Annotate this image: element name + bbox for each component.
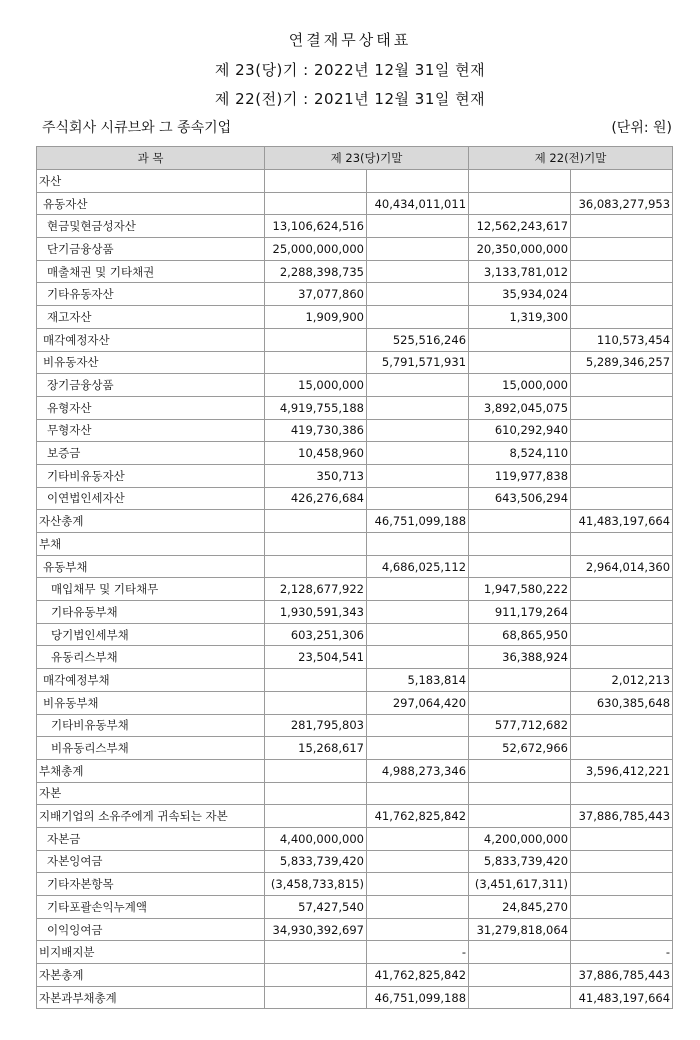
row-value-c1: 37,077,860 <box>265 283 367 306</box>
row-value-p2 <box>571 578 673 601</box>
row-value-c1: 603,251,306 <box>265 623 367 646</box>
row-value-c2 <box>367 170 469 193</box>
row-value-p1 <box>469 986 571 1009</box>
row-label: 기타비유동자산 <box>37 464 265 487</box>
row-value-p2 <box>571 601 673 624</box>
balance-sheet-table <box>36 146 673 1009</box>
row-value-c2: 297,064,420 <box>367 691 469 714</box>
table-row <box>37 464 673 487</box>
table-row <box>37 873 673 896</box>
row-value-c2 <box>367 283 469 306</box>
row-value-c2 <box>367 238 469 261</box>
row-value-p1: 12,562,243,617 <box>469 215 571 238</box>
row-value-p2: 41,483,197,664 <box>571 986 673 1009</box>
row-label: 자본 <box>37 782 265 805</box>
row-value-p2 <box>571 374 673 397</box>
table-row <box>37 533 673 556</box>
row-value-c2 <box>367 306 469 329</box>
row-value-c1: 2,288,398,735 <box>265 260 367 283</box>
row-value-p2 <box>571 260 673 283</box>
row-value-p2: - <box>571 941 673 964</box>
column-header-prior: 제 22(전)기말 <box>469 147 673 170</box>
table-row <box>37 510 673 533</box>
row-label: 부채총계 <box>37 759 265 782</box>
row-value-p1 <box>469 351 571 374</box>
row-value-c2: 41,762,825,842 <box>367 805 469 828</box>
row-value-c1: 15,268,617 <box>265 737 367 760</box>
row-value-c2 <box>367 918 469 941</box>
row-value-p1: (3,451,617,311) <box>469 873 571 896</box>
table-row <box>37 759 673 782</box>
table-row <box>37 896 673 919</box>
table-row <box>37 396 673 419</box>
table-row <box>37 805 673 828</box>
row-value-c1: 34,930,392,697 <box>265 918 367 941</box>
row-value-p2 <box>571 170 673 193</box>
row-value-p2 <box>571 215 673 238</box>
row-value-p1 <box>469 555 571 578</box>
row-value-c2 <box>367 260 469 283</box>
row-value-p2 <box>571 918 673 941</box>
row-value-p1 <box>469 964 571 987</box>
row-label: 무형자산 <box>37 419 265 442</box>
row-value-p1 <box>469 782 571 805</box>
row-label: 기타유동자산 <box>37 283 265 306</box>
row-value-c1: (3,458,733,815) <box>265 873 367 896</box>
row-value-c2 <box>367 714 469 737</box>
table-row <box>37 351 673 374</box>
row-value-p1 <box>469 192 571 215</box>
row-value-c2 <box>367 601 469 624</box>
row-value-p2 <box>571 714 673 737</box>
row-label: 유동부채 <box>37 555 265 578</box>
table-row <box>37 306 673 329</box>
row-value-c2 <box>367 896 469 919</box>
row-value-p2: 41,483,197,664 <box>571 510 673 533</box>
row-value-p2: 3,596,412,221 <box>571 759 673 782</box>
table-row <box>37 850 673 873</box>
row-value-p1 <box>469 941 571 964</box>
row-label: 매각예정부채 <box>37 669 265 692</box>
row-label: 비지배지분 <box>37 941 265 964</box>
row-label: 단기금융상품 <box>37 238 265 261</box>
row-value-c1: 5,833,739,420 <box>265 850 367 873</box>
table-row <box>37 623 673 646</box>
table-row <box>37 328 673 351</box>
row-label: 기타유동부채 <box>37 601 265 624</box>
row-value-p1: 119,977,838 <box>469 464 571 487</box>
row-value-c1 <box>265 986 367 1009</box>
row-label: 자산총계 <box>37 510 265 533</box>
row-value-c1: 2,128,677,922 <box>265 578 367 601</box>
row-label: 지배기업의 소유주에게 귀속되는 자본 <box>37 805 265 828</box>
row-value-p2 <box>571 533 673 556</box>
row-label: 보증금 <box>37 442 265 465</box>
row-value-p2 <box>571 419 673 442</box>
row-value-p1 <box>469 691 571 714</box>
row-value-p1: 52,672,966 <box>469 737 571 760</box>
row-value-c1: 13,106,624,516 <box>265 215 367 238</box>
row-value-c2: 46,751,099,188 <box>367 986 469 1009</box>
table-row <box>37 238 673 261</box>
row-value-c1 <box>265 941 367 964</box>
row-value-p2 <box>571 464 673 487</box>
column-header-item: 과 목 <box>37 147 265 170</box>
table-row <box>37 487 673 510</box>
row-value-c1 <box>265 759 367 782</box>
table-row <box>37 170 673 193</box>
row-value-c1 <box>265 510 367 533</box>
row-label: 비유동부채 <box>37 691 265 714</box>
row-value-c1 <box>265 351 367 374</box>
row-value-p1: 4,200,000,000 <box>469 827 571 850</box>
row-value-p2 <box>571 306 673 329</box>
row-value-c1: 281,795,803 <box>265 714 367 737</box>
table-row <box>37 646 673 669</box>
table-row <box>37 374 673 397</box>
row-value-p2 <box>571 442 673 465</box>
row-value-c2: 5,183,814 <box>367 669 469 692</box>
table-row <box>37 601 673 624</box>
row-value-p1: 31,279,818,064 <box>469 918 571 941</box>
row-value-c2 <box>367 374 469 397</box>
row-label: 기타포괄손익누계액 <box>37 896 265 919</box>
row-label: 이익잉여금 <box>37 918 265 941</box>
table-row <box>37 964 673 987</box>
row-value-c2: 4,988,273,346 <box>367 759 469 782</box>
row-value-c1: 10,458,960 <box>265 442 367 465</box>
row-value-p1: 20,350,000,000 <box>469 238 571 261</box>
row-value-c2 <box>367 533 469 556</box>
row-value-p1: 610,292,940 <box>469 419 571 442</box>
row-label: 매각예정자산 <box>37 328 265 351</box>
row-value-c2 <box>367 623 469 646</box>
row-value-p1: 15,000,000 <box>469 374 571 397</box>
row-value-c2 <box>367 215 469 238</box>
row-value-p2: 36,083,277,953 <box>571 192 673 215</box>
row-value-p1 <box>469 759 571 782</box>
row-value-p1 <box>469 533 571 556</box>
row-value-c2 <box>367 873 469 896</box>
row-value-c1: 15,000,000 <box>265 374 367 397</box>
row-label: 기타자본항목 <box>37 873 265 896</box>
table-row <box>37 691 673 714</box>
statement-title: 연결재무상태표 <box>288 31 412 49</box>
row-label: 유형자산 <box>37 396 265 419</box>
row-label: 기타비유동부채 <box>37 714 265 737</box>
table-row <box>37 986 673 1009</box>
row-label: 매입채무 및 기타채무 <box>37 578 265 601</box>
row-value-p2: 37,886,785,443 <box>571 805 673 828</box>
row-value-c2: - <box>367 941 469 964</box>
row-value-c2 <box>367 646 469 669</box>
row-value-c2: 5,791,571,931 <box>367 351 469 374</box>
row-label: 이연법인세자산 <box>37 487 265 510</box>
row-label: 자본금 <box>37 827 265 850</box>
row-label: 현금및현금성자산 <box>37 215 265 238</box>
row-value-p1: 36,388,924 <box>469 646 571 669</box>
row-value-c1: 419,730,386 <box>265 419 367 442</box>
row-value-c1: 4,919,755,188 <box>265 396 367 419</box>
row-value-c1: 57,427,540 <box>265 896 367 919</box>
row-value-c1 <box>265 669 367 692</box>
row-value-c2: 41,762,825,842 <box>367 964 469 987</box>
row-value-p1 <box>469 328 571 351</box>
row-value-c1 <box>265 533 367 556</box>
row-label: 자본과부채총계 <box>37 986 265 1009</box>
row-value-p2: 2,012,213 <box>571 669 673 692</box>
table-row <box>37 782 673 805</box>
row-value-p1: 3,133,781,012 <box>469 260 571 283</box>
row-label: 자본총계 <box>37 964 265 987</box>
row-value-c1 <box>265 691 367 714</box>
table-row <box>37 918 673 941</box>
table-row <box>37 555 673 578</box>
row-value-c1 <box>265 170 367 193</box>
row-value-p2 <box>571 623 673 646</box>
row-value-p1: 68,865,950 <box>469 623 571 646</box>
row-value-p1: 911,179,264 <box>469 601 571 624</box>
table-row <box>37 215 673 238</box>
table-row <box>37 941 673 964</box>
row-value-p1 <box>469 669 571 692</box>
table-header-row <box>37 147 673 170</box>
row-value-p2 <box>571 873 673 896</box>
row-value-c1 <box>265 328 367 351</box>
row-value-p2: 2,964,014,360 <box>571 555 673 578</box>
table-row <box>37 192 673 215</box>
row-value-p1: 1,947,580,222 <box>469 578 571 601</box>
row-value-p1: 24,845,270 <box>469 896 571 919</box>
row-value-c2 <box>367 827 469 850</box>
row-value-p1 <box>469 170 571 193</box>
row-value-c2 <box>367 578 469 601</box>
column-header-current: 제 23(당)기말 <box>265 147 469 170</box>
row-value-p2: 5,289,346,257 <box>571 351 673 374</box>
row-value-c1: 1,930,591,343 <box>265 601 367 624</box>
row-label: 자산 <box>37 170 265 193</box>
row-value-p2 <box>571 396 673 419</box>
row-label: 자본잉여금 <box>37 850 265 873</box>
table-row <box>37 260 673 283</box>
row-value-c2: 4,686,025,112 <box>367 555 469 578</box>
row-value-p1: 643,506,294 <box>469 487 571 510</box>
row-value-c1: 23,504,541 <box>265 646 367 669</box>
row-value-p1: 5,833,739,420 <box>469 850 571 873</box>
table-row <box>37 578 673 601</box>
table-row <box>37 442 673 465</box>
row-label: 비유동리스부채 <box>37 737 265 760</box>
row-value-p2: 630,385,648 <box>571 691 673 714</box>
row-value-p2 <box>571 850 673 873</box>
row-value-c1: 1,909,900 <box>265 306 367 329</box>
row-value-p1: 3,892,045,075 <box>469 396 571 419</box>
row-value-p1 <box>469 805 571 828</box>
row-label: 부채 <box>37 533 265 556</box>
row-value-c1 <box>265 782 367 805</box>
table-row <box>37 827 673 850</box>
row-value-c2 <box>367 442 469 465</box>
row-label: 유동리스부채 <box>37 646 265 669</box>
row-value-c2 <box>367 464 469 487</box>
row-value-p2: 37,886,785,443 <box>571 964 673 987</box>
row-label: 매출채권 및 기타채권 <box>37 260 265 283</box>
row-value-c2: 525,516,246 <box>367 328 469 351</box>
period-prior: 제 22(전)기 : 2021년 12월 31일 현재 <box>214 90 486 108</box>
row-value-p2 <box>571 487 673 510</box>
row-value-p2 <box>571 896 673 919</box>
row-value-p2 <box>571 737 673 760</box>
row-value-p1: 35,934,024 <box>469 283 571 306</box>
row-value-c1: 350,713 <box>265 464 367 487</box>
table-row <box>37 283 673 306</box>
row-value-c2 <box>367 850 469 873</box>
row-value-p1: 1,319,300 <box>469 306 571 329</box>
row-value-p1 <box>469 510 571 533</box>
row-value-c2 <box>367 487 469 510</box>
row-value-p2 <box>571 782 673 805</box>
row-label: 재고자산 <box>37 306 265 329</box>
row-value-c2: 46,751,099,188 <box>367 510 469 533</box>
row-value-c1 <box>265 964 367 987</box>
row-value-c2 <box>367 782 469 805</box>
unit-label: (단위: 원) <box>611 120 672 136</box>
row-value-c1 <box>265 192 367 215</box>
row-value-c2 <box>367 396 469 419</box>
row-label: 유동자산 <box>37 192 265 215</box>
row-value-c1 <box>265 805 367 828</box>
row-value-c1: 4,400,000,000 <box>265 827 367 850</box>
table-row <box>37 714 673 737</box>
row-value-c2 <box>367 419 469 442</box>
row-value-c1 <box>265 555 367 578</box>
row-label: 장기금융상품 <box>37 374 265 397</box>
company-name: 주식회사 시큐브와 그 종속기업 <box>42 120 232 136</box>
row-value-p2 <box>571 646 673 669</box>
table-row <box>37 737 673 760</box>
row-value-c2 <box>367 737 469 760</box>
period-current: 제 23(당)기 : 2022년 12월 31일 현재 <box>214 61 486 79</box>
table-row <box>37 669 673 692</box>
row-value-p1: 577,712,682 <box>469 714 571 737</box>
row-label: 비유동자산 <box>37 351 265 374</box>
row-value-p1: 8,524,110 <box>469 442 571 465</box>
table-row <box>37 419 673 442</box>
row-value-c1: 25,000,000,000 <box>265 238 367 261</box>
row-value-p2: 110,573,454 <box>571 328 673 351</box>
row-value-p2 <box>571 283 673 306</box>
row-value-c1: 426,276,684 <box>265 487 367 510</box>
row-value-p2 <box>571 827 673 850</box>
row-label: 당기법인세부채 <box>37 623 265 646</box>
row-value-c2: 40,434,011,011 <box>367 192 469 215</box>
row-value-p2 <box>571 238 673 261</box>
